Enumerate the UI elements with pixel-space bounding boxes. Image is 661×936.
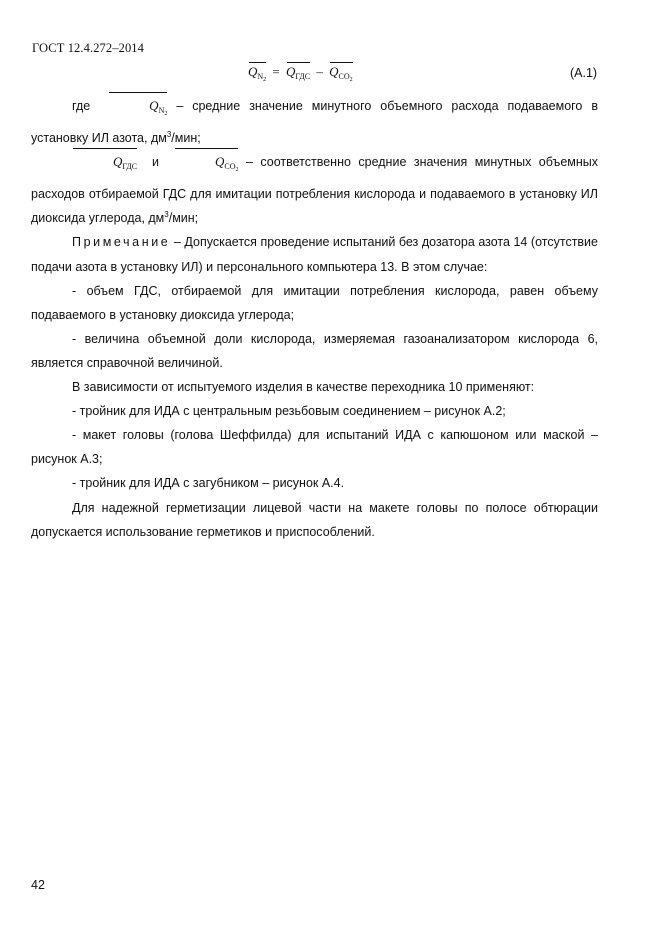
document-body xyxy=(31,94,598,544)
adapter-intro: В зависимости от испытуемого изделия в качестве переходника 10 применяют: xyxy=(72,380,535,395)
q-co2-symbol: $Q_{CO_2}$ xyxy=(329,64,353,83)
note-item-2: - величина объемной доли кислорода, измеряемая газоанализатором кислорода 6, является справочной величиной. xyxy=(31,331,598,370)
definition-n2: где $Q_{N_2}$ – средние значение минутного объемного расхода подаваемого в установку ИЛ азота, $дм^3$/мин; xyxy=(31,94,598,150)
final-paragraph: Для надежной герметизации лицевой части на макете головы по полосе обтюрации допускается использование герметиков и приспособлений. xyxy=(31,500,598,539)
definition-gds-co2: $Q_{ГДС}$ и $Q_{CO_2}$ – соответственно средние значения минутных объемных расходов отбираемой ГДС для имитации потребления кислорода и подаваемого в установку ИЛ диоксида углерода, $дм^3$/мин; xyxy=(31,150,598,230)
note-item-1: - объем ГДС, отбираемой для имитации потребления кислорода, равен объему подаваемого в установку диоксида углерода; xyxy=(31,283,598,322)
q-n2-inline: $Q_{N_2}$ xyxy=(108,94,167,126)
formula-number: (А.1) xyxy=(570,66,598,80)
adapter-item-3: - тройник для ИДА с загубником – рисунок А.4. xyxy=(72,476,345,491)
equals-sign: = xyxy=(272,64,280,79)
note-label: Примечание xyxy=(72,235,171,250)
note-paragraph: Примечание – Допускается проведение испытаний без дозатора азота 14 (отсутствие подачи азота в установку ИЛ) и персонального компьютера 13. В этом случае: xyxy=(31,235,598,274)
adapter-item-1: - тройник для ИДА с центральным резьбовым соединением – рисунок А.2; xyxy=(72,404,506,419)
document-header: ГОСТ 12.4.272–2014 xyxy=(32,41,144,55)
q-co2-inline: $Q_{CO_2}$ xyxy=(174,150,239,182)
page-number: 42 xyxy=(31,878,45,892)
q-gds-inline: $Q_{ГДС}$ xyxy=(72,150,137,179)
q-gds-symbol: $Q_{ГДС}$ xyxy=(286,64,311,81)
adapter-item-2: - макет головы (голова Шеффилда) для испытаний ИДА с капюшоном или маской – рисунок А.3; xyxy=(31,428,598,467)
formula-a1 xyxy=(248,64,353,83)
q-n2-symbol: $Q_{N_2}$ xyxy=(248,64,267,83)
minus-sign: – xyxy=(316,64,323,79)
